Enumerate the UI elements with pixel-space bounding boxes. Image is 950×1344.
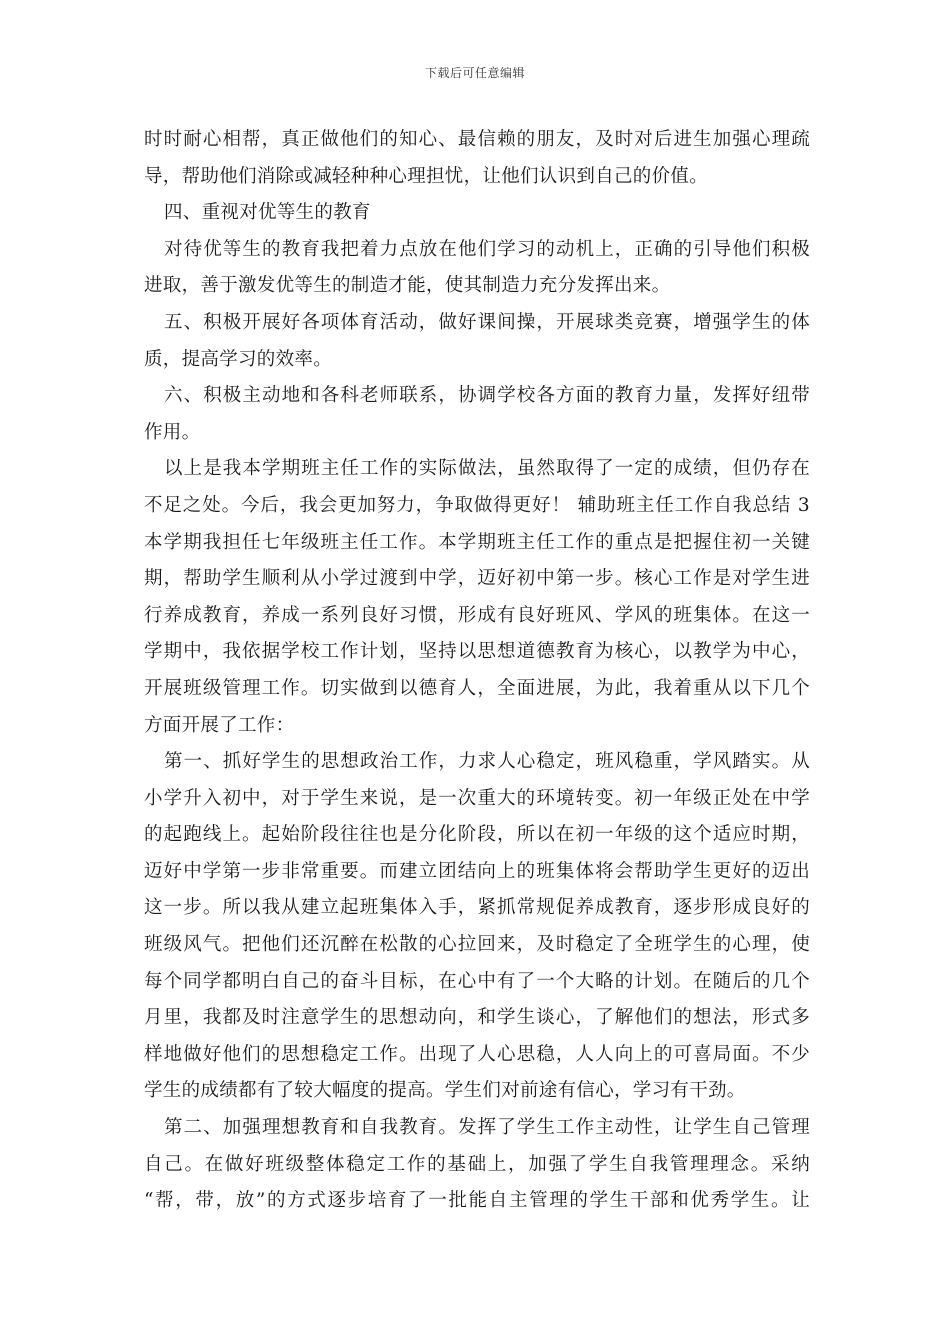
text-line: 自己。在做好班级整体稳定工作的基础上，加强了学生自我管理理念。采纳 [144,1153,810,1175]
text-line: 第一、抓好学生的思想政治工作，力求人心稳定，班风稳重，学风踏实。从 [164,751,810,773]
text-line: 开展班级管理工作。切实做到以德育人，全面进展，为此，我着重从以下几个 [144,677,810,699]
text-line: 小学升入初中，对于学生来说，是一次重大的环境转变。初一年级正处在中学 [144,787,810,809]
text-line: 这一步。所以我从建立起班集体入手，紧抓常规促养成教育，逐步形成良好的 [144,897,810,919]
text-line: 不足之处。今后，我会更加努力，争取做得更好！ 辅助班主任工作自我总结 3 [144,494,810,516]
text-line: 学生的成绩都有了较大幅度的提高。学生们对前途有信心，学习有干劲。 [144,1080,746,1102]
text-line: 六、积极主动地和各科老师联系，协调学校各方面的教育力量，发挥好纽带 [164,385,810,407]
text-line: 导，帮助他们消除或减轻种种心理担忧，让他们认识到自己的价值。 [144,165,709,187]
text-line: “帮，带，放”的方式逐步培育了一批能自主管理的学生干部和优秀学生。让 [144,1190,810,1212]
text-line: 方面开展了工作： [144,714,295,736]
text-line: 的起跑线上。起始阶段往往也是分化阶段，所以在初一年级的这个适应时期， [144,824,810,846]
text-line: 质，提高学习的效率。 [144,348,333,370]
text-line: 期，帮助学生顺利从小学过渡到中学，迈好初中第一步。核心工作是对学生进 [144,568,810,590]
text-line: 行养成教育，养成一系列良好习惯，形成有良好班风、学风的班集体。在这一 [144,604,810,626]
text-line: 五、积极开展好各项体育活动，做好课间操，开展球类竞赛，增强学生的体 [164,311,810,333]
text-line: 作用。 [144,421,201,443]
text-line: 迈好中学第一步非常重要。而建立团结向上的班集体将会帮助学生更好的迈出 [144,860,810,882]
page-header-note: 下载后可任意编辑 [424,66,525,80]
text-line: 以上是我本学期班主任工作的实际做法，虽然取得了一定的成绩，但仍存在 [164,458,810,480]
text-line: 第二、加强理想教育和自我教育。发挥了学生工作主动性，让学生自己管理 [164,1117,810,1139]
text-line: 每个同学都明白自己的奋斗目标，在心中有了一个大略的计划。在随后的几个 [144,970,810,992]
text-line: 时时耐心相帮，真正做他们的知心、最信赖的朋友，及时对后进生加强心理疏 [144,129,810,150]
text-line: 学期中，我依据学校工作计划，坚持以思想道德教育为核心，以教学为中心， [144,641,810,663]
text-line: 班级风气。把他们还沉醉在松散的心拉回来，及时稳定了全班学生的心理，使 [144,934,810,956]
text-line: 进取，善于激发优等生的制造才能，使其制造力充分发挥出来。 [144,275,671,297]
document-body [144,122,810,1220]
text-line: 对待优等生的教育我把着力点放在他们学习的动机上，正确的引导他们积极 [164,238,810,260]
text-line: 月里，我都及时注意学生的思想动向，和学生谈心，了解他们的想法，形式多 [144,1007,810,1029]
text-line: 样地做好他们的思想稳定工作。出现了人心思稳，人人向上的可喜局面。不少 [144,1043,810,1065]
text-line: 本学期我担任七年级班主任工作。本学期班主任工作的重点是把握住初一关键 [144,531,810,553]
text-line: 四、重视对优等生的教育 [164,202,371,224]
